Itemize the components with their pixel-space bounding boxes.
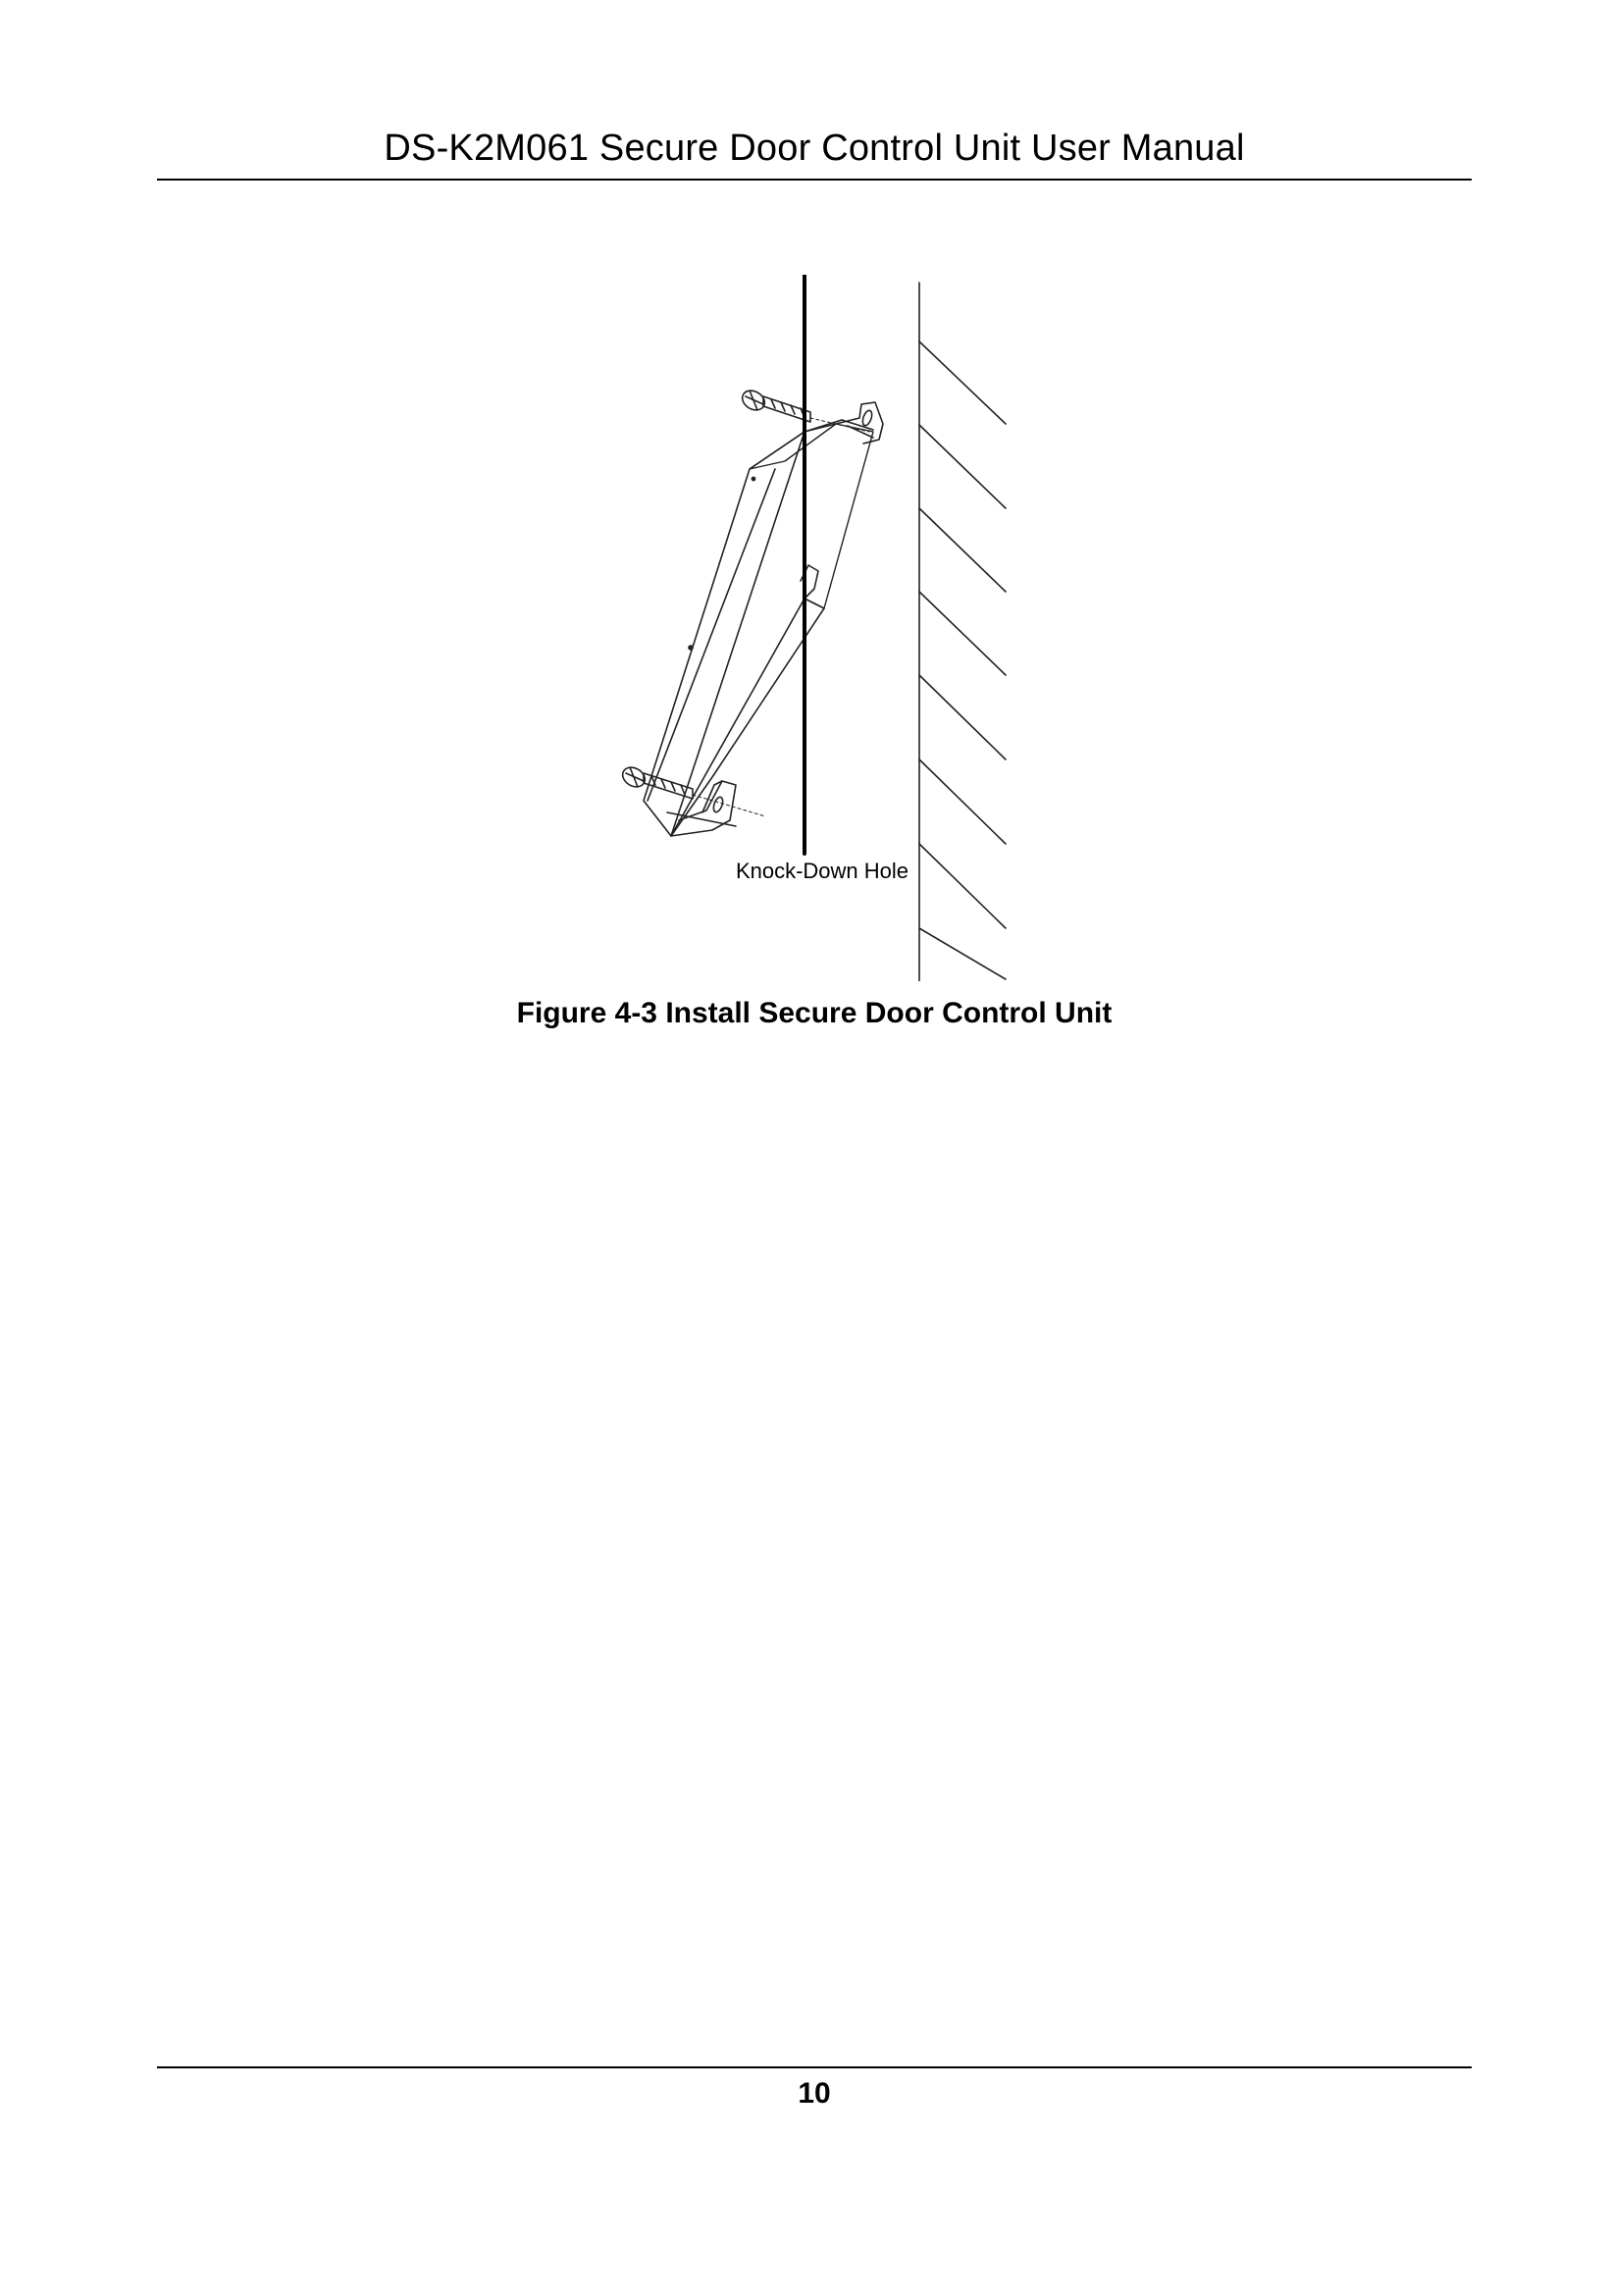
footer-rule (157, 2066, 1472, 2068)
install-figure (608, 275, 1020, 981)
header-title: DS-K2M061 Secure Door Control Unit User Manual (384, 128, 1245, 169)
wall-icon (919, 283, 1006, 981)
page-number: 10 (798, 2077, 831, 2110)
knock-down-hole-label: Knock-Down Hole (735, 859, 909, 883)
figure-caption: Figure 4-3 Install Secure Door Control Unit (516, 997, 1113, 1029)
install-diagram (608, 275, 1020, 981)
mounting-bracket-icon (644, 402, 883, 836)
header-rule (157, 179, 1472, 181)
